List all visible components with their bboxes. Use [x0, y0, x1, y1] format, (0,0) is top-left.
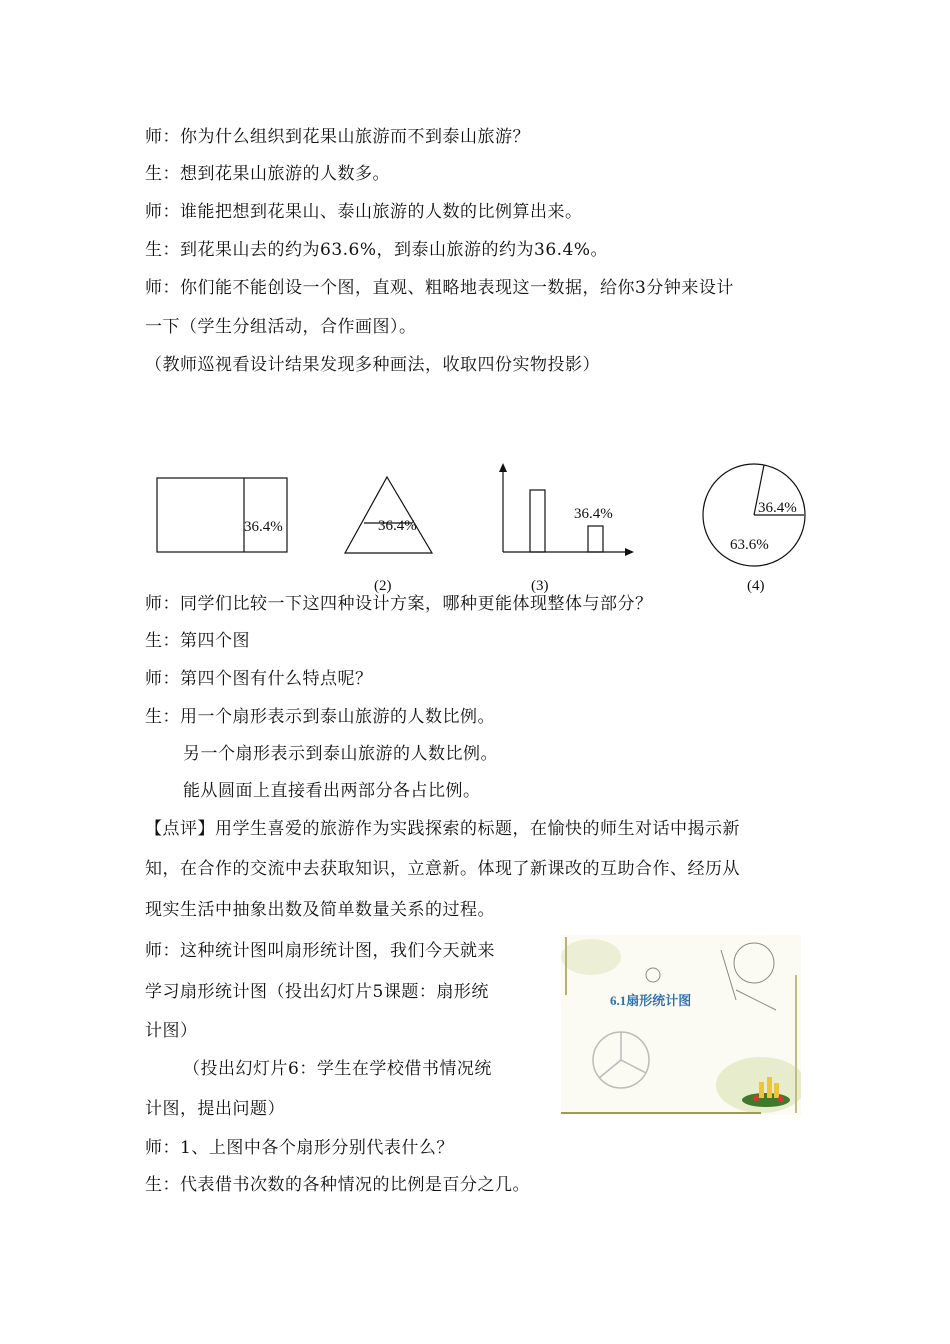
text-line: 计图）	[145, 1021, 198, 1041]
text-line: 生：第四个图	[145, 631, 250, 651]
figure3-caption: (3)	[531, 578, 549, 594]
text-line: 师：你们能不能创设一个图，直观、粗略地表现这一数据，给你3分钟来设计	[145, 278, 734, 298]
slide-title: 6.1扇形统计图	[610, 993, 692, 1008]
text-line: 现实生活中抽象出数及简单数量关系的过程。	[145, 900, 495, 920]
figure2-caption: (2)	[374, 578, 392, 594]
text-line: 学习扇形统计图（投出幻灯片5课题：扇形统	[145, 982, 489, 1002]
text-line: 师：同学们比较一下这四种设计方案，哪种更能体现整体与部分？	[145, 594, 653, 614]
figure3-percent-label: 36.4%	[574, 506, 613, 522]
text-line: 师：你为什么组织到花果山旅游而不到泰山旅游？	[145, 127, 530, 147]
text-line: 师：第四个图有什么特点呢？	[145, 669, 373, 689]
text-line: 另一个扇形表示到泰山旅游的人数比例。	[183, 744, 498, 764]
text-line: （教师巡视看设计结果发现多种画法，收取四份实物投影）	[145, 355, 600, 375]
figure1-percent-label: 36.4%	[244, 519, 283, 535]
text-line: 生：想到花果山旅游的人数多。	[145, 164, 390, 184]
text-line: 生：代表借书次数的各种情况的比例是百分之几。	[145, 1175, 530, 1195]
slide-thumbnail	[561, 935, 801, 1115]
figure-triangle-diagram	[342, 474, 437, 560]
text-line: （投出幻灯片6：学生在学校借书情况统	[183, 1059, 492, 1079]
text-line: 【点评】用学生喜爱的旅游作为实践探索的标题，在愉快的师生对话中揭示新	[145, 819, 740, 839]
figure-bar-diagram	[494, 463, 639, 562]
text-line: 师：谁能把想到花果山、泰山旅游的人数的比例算出来。	[145, 202, 583, 222]
text-line: 生：用一个扇形表示到泰山旅游的人数比例。	[145, 707, 495, 727]
figure4-small-label: 36.4%	[758, 500, 797, 516]
text-line: 师：这种统计图叫扇形统计图，我们今天就来	[145, 941, 495, 961]
text-line: 一下（学生分组活动，合作画图）。	[145, 317, 417, 337]
figure4-caption: (4)	[747, 578, 765, 594]
text-line: 计图，提出问题）	[145, 1099, 285, 1119]
text-line: 师：1、上图中各个扇形分别代表什么？	[145, 1138, 454, 1158]
text-line: 能从圆面上直接看出两部分各占比例。	[183, 781, 481, 801]
text-line: 知，在合作的交流中去获取知识，立意新。体现了新课改的互助合作、经历从	[145, 859, 740, 879]
figure4-large-label: 63.6%	[730, 537, 769, 553]
text-line: 生：到花果山去的约为63.6%，到泰山旅游的约为36.4%。	[145, 240, 609, 260]
figure2-percent-label: 36.4%	[378, 518, 417, 534]
figure-pie-diagram	[700, 461, 810, 575]
figure-rectangle-diagram	[155, 476, 295, 560]
